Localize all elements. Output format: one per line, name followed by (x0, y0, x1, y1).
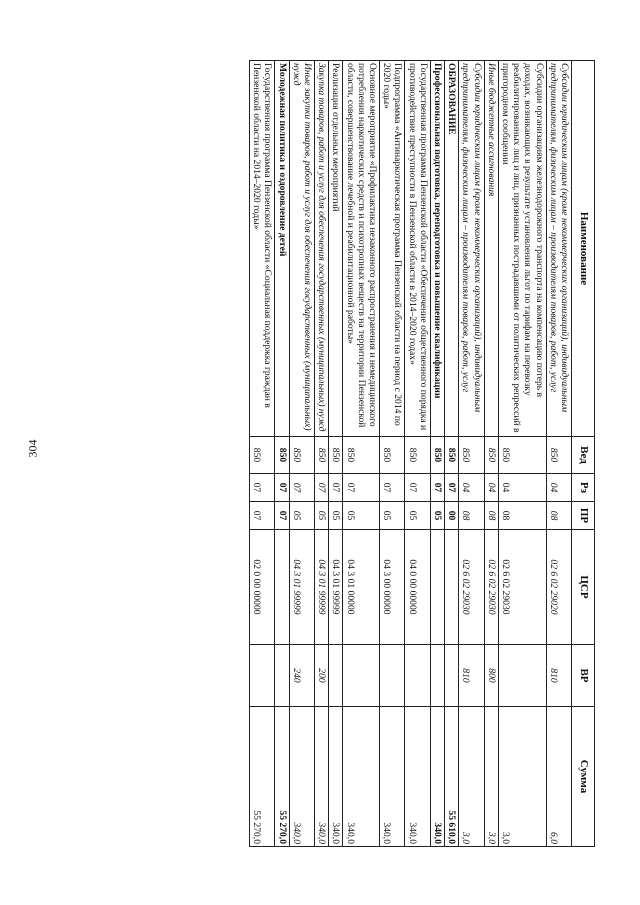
cell-vr (379, 645, 404, 707)
cell-csr: 02 6 02 29030 (498, 530, 546, 645)
cell-csr: 02 6 02 29020 (546, 530, 571, 645)
table-row (343, 61, 380, 847)
cell-pr: 08 (546, 502, 571, 530)
cell-vr: 810 (459, 645, 484, 707)
cell-pr: 08 (459, 502, 484, 530)
cell-vr (430, 645, 444, 707)
cell-csr (444, 530, 458, 645)
cell-rz: 07 (405, 474, 430, 502)
cell-ved: 850 (343, 437, 380, 474)
cell-ved: 850 (546, 437, 571, 474)
cell-name: Государственная программа Пензенской области «Обеспечение общественного порядка и противодействие преступности в Пензенской области в 2014–2020 годах» (405, 61, 430, 437)
cell-rz: 07 (289, 474, 314, 502)
table-row (546, 61, 571, 847)
cell-pr: 05 (314, 502, 328, 530)
budget-table (249, 60, 595, 847)
cell-vr (249, 645, 274, 707)
cell-csr: 04 3 00 00000 (379, 530, 404, 645)
cell-sum: 55 610,0 (444, 707, 458, 847)
cell-name: Подпрограмма «Антинаркотическая программа Пензенской области на период с 2014 по 2020 годы» (379, 61, 404, 437)
cell-csr (275, 530, 289, 645)
cell-ved: 850 (459, 437, 484, 474)
cell-sum: 340,0 (405, 707, 430, 847)
table-row (329, 61, 343, 847)
cell-rz: 07 (275, 474, 289, 502)
cell-ved: 850 (314, 437, 328, 474)
cell-sum: 55 270,0 (249, 707, 274, 847)
cell-pr: 05 (343, 502, 380, 530)
table-row (379, 61, 404, 847)
cell-csr: 02 6 02 29030 (459, 530, 484, 645)
budget-table-rotated (69, 60, 595, 846)
table-row (430, 61, 444, 847)
cell-name: Иные бюджетные ассигнования (484, 61, 498, 437)
cell-sum: 340,0 (343, 707, 380, 847)
cell-ved: 850 (484, 437, 498, 474)
cell-vr: 200 (314, 645, 328, 707)
table-row (459, 61, 484, 847)
table-row (249, 61, 274, 847)
cell-name: Субсидии юридическим лицам (кроме некоммерческих организаций), индивидуальным предпринимателям, физическим лицам – производителям товаров, работ, услуг (459, 61, 484, 437)
col-header-ved: Вед (572, 437, 595, 474)
cell-ved: 850 (249, 437, 274, 474)
cell-vr: 800 (484, 645, 498, 707)
cell-csr (430, 530, 444, 645)
cell-rz: 07 (343, 474, 380, 502)
cell-name: Реализация отдельных мероприятий (329, 61, 343, 437)
cell-pr: 05 (430, 502, 444, 530)
cell-csr: 04 3 01 99999 (289, 530, 314, 645)
cell-sum: 340,0 (329, 707, 343, 847)
cell-sum: 6,0 (546, 707, 571, 847)
cell-vr (498, 645, 546, 707)
cell-ved: 850 (329, 437, 343, 474)
cell-sum: 340,0 (289, 707, 314, 847)
cell-vr (444, 645, 458, 707)
cell-csr: 04 3 01 00000 (343, 530, 380, 645)
cell-vr: 810 (546, 645, 571, 707)
cell-name: Иные закупки товаров, работ и услуг для обеспечения государственных (муниципальных) нужд (289, 61, 314, 437)
cell-pr: 00 (444, 502, 458, 530)
cell-sum: 55 270,0 (275, 707, 289, 847)
cell-vr (329, 645, 343, 707)
cell-rz: 04 (498, 474, 546, 502)
cell-name: Закупка товаров, работ и услуг для обеспечения государственных (муниципальных) нужд (314, 61, 328, 437)
cell-rz: 07 (444, 474, 458, 502)
col-header-vr: ВР (572, 645, 595, 707)
cell-sum: 340,0 (314, 707, 328, 847)
cell-rz: 07 (379, 474, 404, 502)
cell-pr: 07 (275, 502, 289, 530)
cell-pr: 05 (329, 502, 343, 530)
cell-ved: 850 (379, 437, 404, 474)
cell-sum: 3,0 (484, 707, 498, 847)
cell-vr: 240 (289, 645, 314, 707)
cell-rz: 04 (484, 474, 498, 502)
table-row (405, 61, 430, 847)
cell-name: Субсидии юридическим лицам (кроме некоммерческих организаций), индивидуальным предпринимателям, физическим лицам – производителям товаров, работ, услуг (546, 61, 571, 437)
cell-pr: 05 (289, 502, 314, 530)
cell-sum: 340,0 (379, 707, 404, 847)
cell-pr: 08 (498, 502, 546, 530)
cell-csr: 04 3 01 99999 (329, 530, 343, 645)
cell-ved: 850 (498, 437, 546, 474)
cell-csr: 04 3 01 99999 (314, 530, 328, 645)
cell-csr: 04 0 00 00000 (405, 530, 430, 645)
cell-sum: 3,0 (498, 707, 546, 847)
cell-name: Молодежная политика и оздоровление детей (275, 61, 289, 437)
table-row (498, 61, 546, 847)
cell-rz: 07 (314, 474, 328, 502)
col-header-name: Наименование (572, 61, 595, 437)
col-header-pr: ПР (572, 502, 595, 530)
table-body (249, 61, 571, 847)
table-row (275, 61, 289, 847)
table-row (289, 61, 314, 847)
cell-vr (343, 645, 380, 707)
cell-name: Государственная программа Пензенской области «Социальная поддержка граждан в Пензенской области на 2014–2020 годы» (249, 61, 274, 437)
cell-rz: 07 (430, 474, 444, 502)
col-header-rz: Рз (572, 474, 595, 502)
cell-name: Основное мероприятие «Профилактика незаконного распространения и немедицинского потребления наркотических средств и психотропных веществ на территории Пензенской области, совершенствование лечебной и реабилитационной работы» (343, 61, 380, 437)
cell-pr: 08 (484, 502, 498, 530)
cell-vr (275, 645, 289, 707)
cell-pr: 05 (405, 502, 430, 530)
cell-sum: 340,0 (430, 707, 444, 847)
table-header-row (572, 61, 595, 847)
cell-rz: 07 (329, 474, 343, 502)
cell-ved: 850 (405, 437, 430, 474)
cell-rz: 07 (249, 474, 274, 502)
table-row (314, 61, 328, 847)
cell-pr: 05 (379, 502, 404, 530)
table-row (484, 61, 498, 847)
cell-ved: 850 (430, 437, 444, 474)
cell-csr: 02 6 02 29030 (484, 530, 498, 645)
cell-rz: 04 (546, 474, 571, 502)
cell-name: ОБРАЗОВАНИЕ (444, 61, 458, 437)
cell-ved: 850 (444, 437, 458, 474)
cell-ved: 850 (275, 437, 289, 474)
cell-rz: 04 (459, 474, 484, 502)
col-header-sum: Сумма (572, 707, 595, 847)
cell-vr (405, 645, 430, 707)
table-row (444, 61, 458, 847)
col-header-csr: ЦСР (572, 530, 595, 645)
cell-name: Профессиональная подготовка, переподготовка и повышение квалификации (430, 61, 444, 437)
cell-pr: 07 (249, 502, 274, 530)
cell-ved: 850 (289, 437, 314, 474)
cell-sum: 3,0 (459, 707, 484, 847)
cell-csr: 02 0 00 00000 (249, 530, 274, 645)
cell-name: Субсидии организациям железнодорожного транспорта на компенсацию потерь в доходах, возникающих в результате установления льгот по тарифам на перевозку реабилитированных лиц и лиц, признанных пострадавшими от политических репрессий в пригородном сообщении (498, 61, 546, 437)
page-number: 304 (25, 439, 40, 458)
